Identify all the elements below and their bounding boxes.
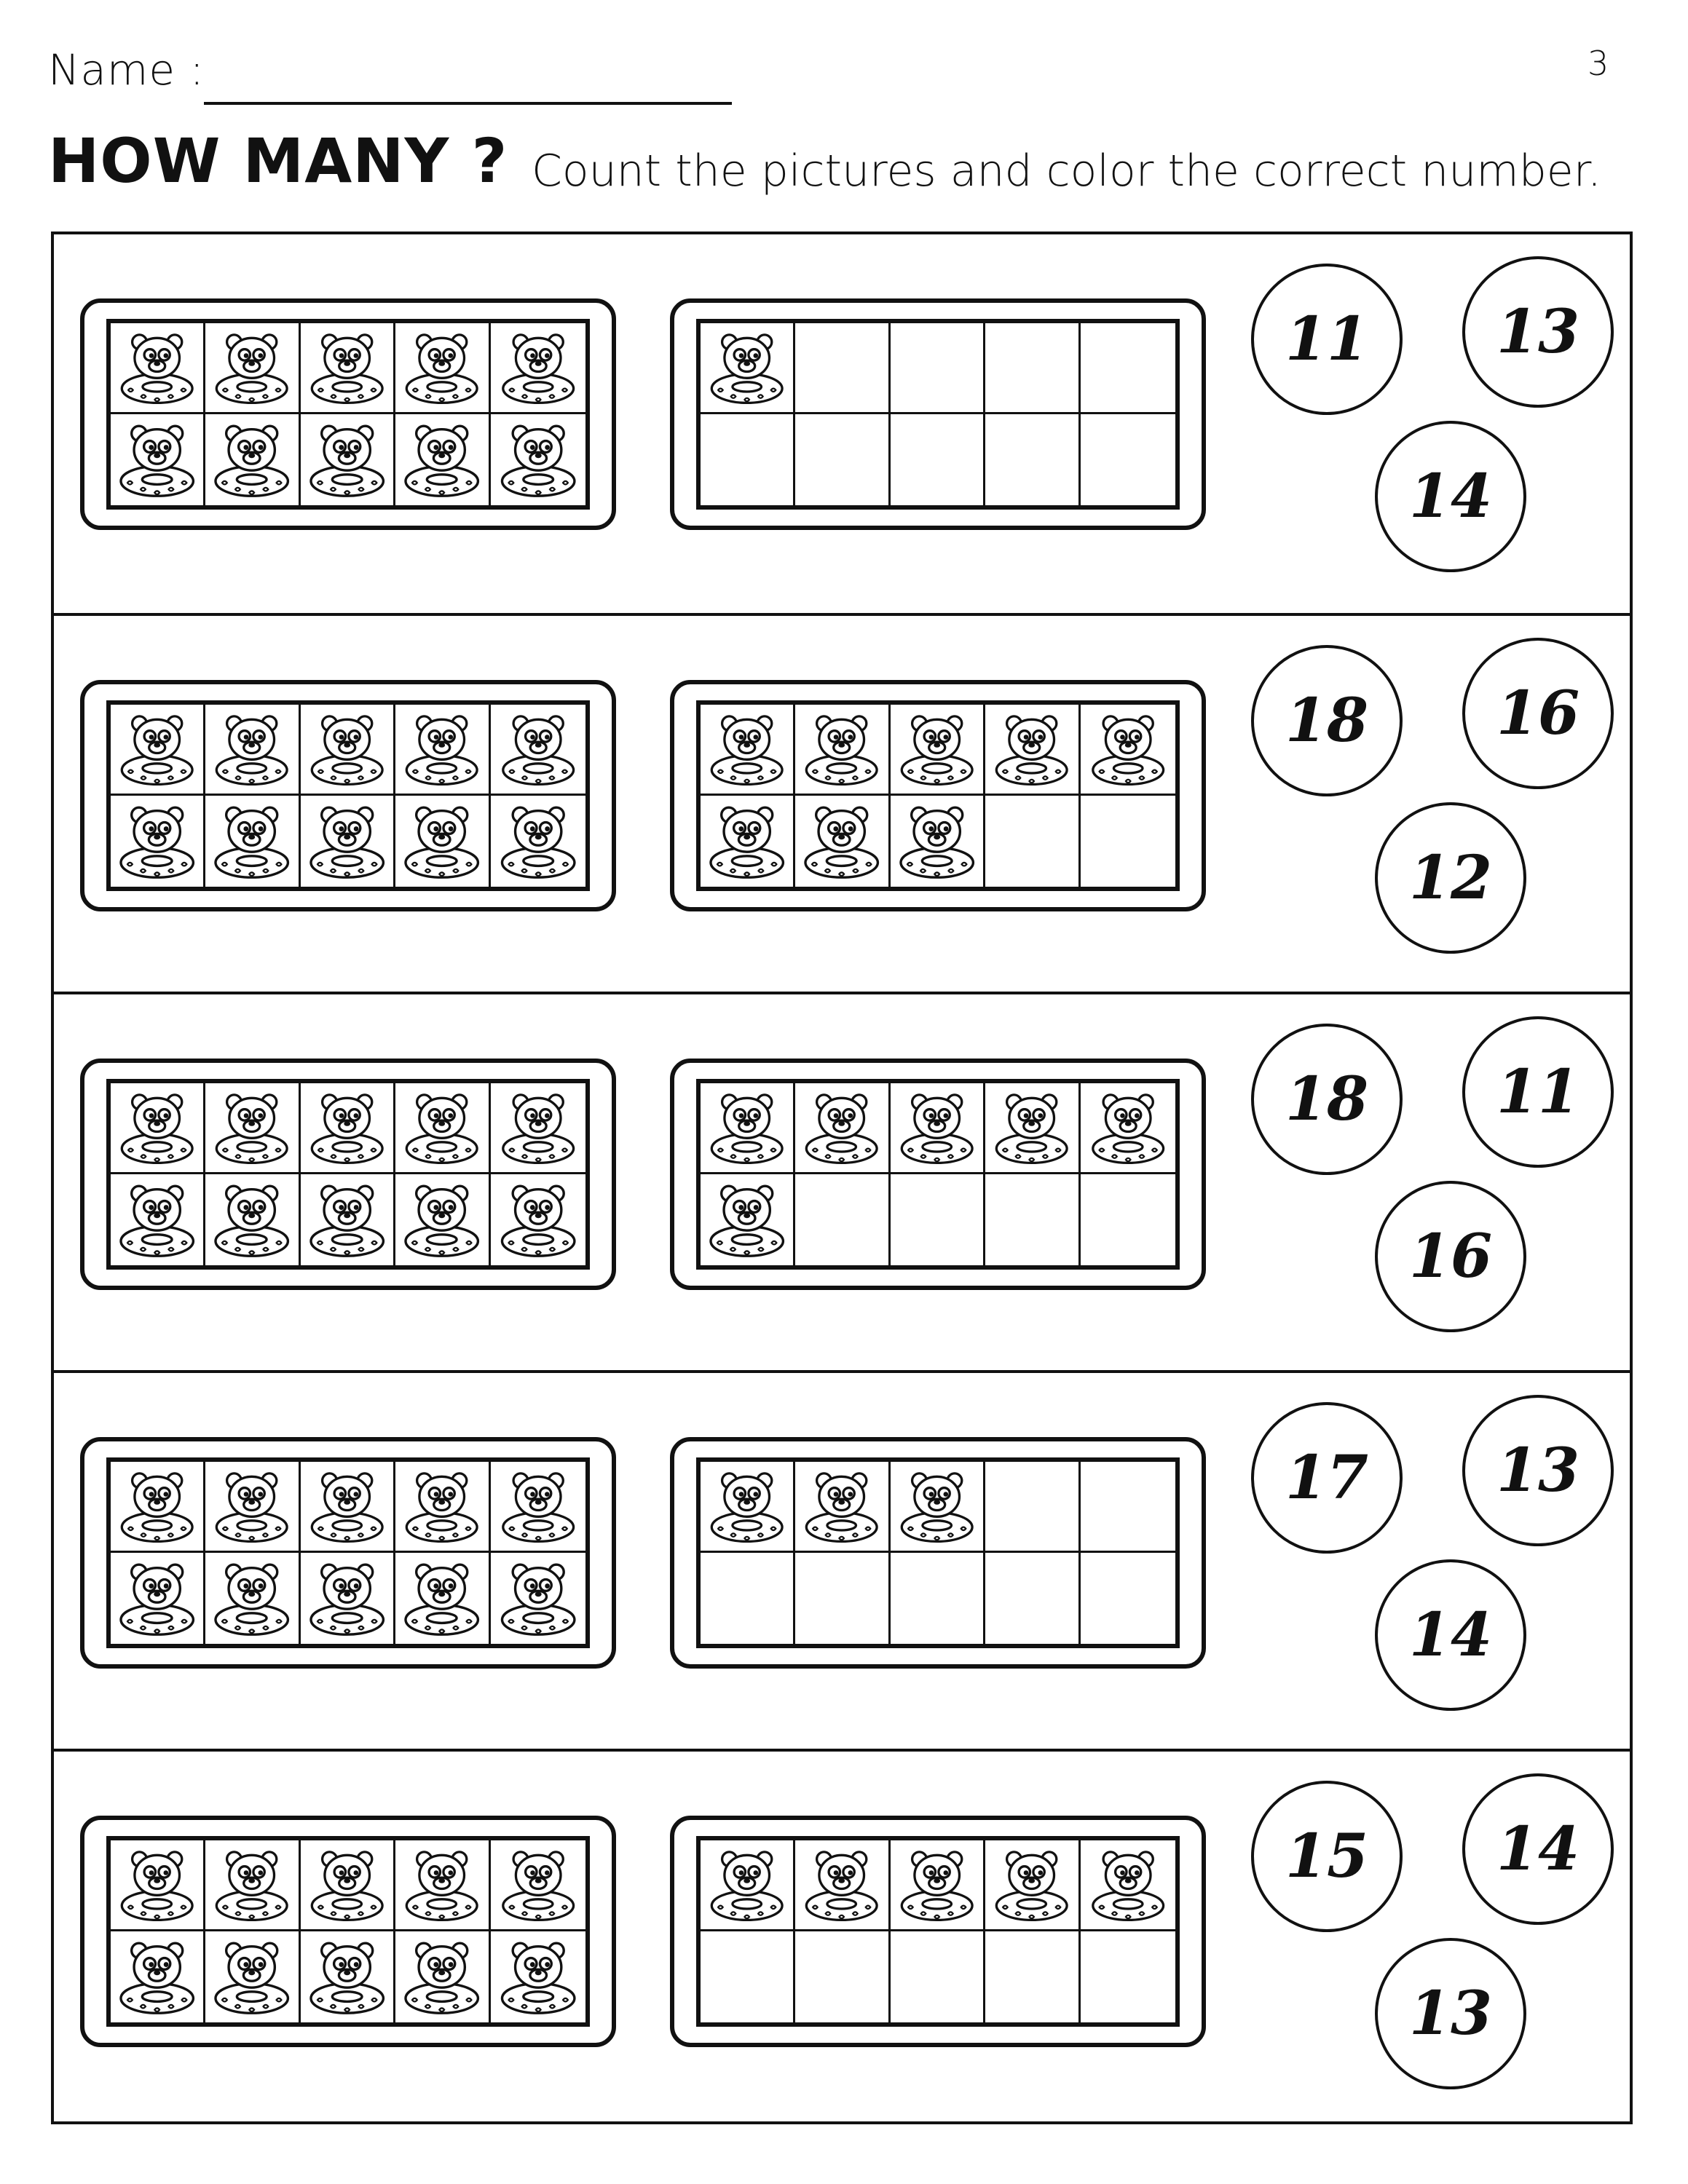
- answer-choice-circle[interactable]: 12: [1375, 802, 1526, 954]
- ten-frame-cell: [205, 1840, 300, 1931]
- ten-frame-partial: [670, 680, 1206, 911]
- ten-frame-cell: [891, 323, 985, 414]
- answer-choice-circle[interactable]: 16: [1375, 1181, 1526, 1332]
- ten-frame-cell: [1081, 796, 1175, 887]
- ten-frame-cell: [301, 323, 395, 414]
- ten-frame-cell: [985, 414, 1080, 505]
- ten-frame-cell: [701, 1083, 795, 1174]
- answer-choice-circle[interactable]: 17: [1251, 1402, 1403, 1554]
- ten-frame-cell: [395, 1462, 490, 1553]
- ten-frame-cell: [111, 1462, 205, 1553]
- ten-frame-partial: [670, 1059, 1206, 1290]
- ten-frame-partial: [670, 1816, 1206, 2047]
- ten-frame-cell: [985, 323, 1080, 414]
- ten-frame-cell: [891, 1083, 985, 1174]
- ten-frame-cell: [111, 1174, 205, 1265]
- ten-frame-partial: [670, 1437, 1206, 1669]
- ten-frame-cell: [491, 1931, 585, 2022]
- ten-frame-cell: [491, 414, 585, 505]
- ten-frame-cell: [491, 323, 585, 414]
- ten-frame-cell: [205, 1462, 300, 1553]
- ten-frame-cell: [395, 1174, 490, 1265]
- ten-frame-cell: [111, 1840, 205, 1931]
- ten-frame-cell: [205, 796, 300, 887]
- ten-frame-cell: [701, 1462, 795, 1553]
- ten-frame-cell: [205, 1553, 300, 1644]
- exercise-row: [54, 1370, 1630, 1749]
- ten-frame-cell: [985, 796, 1080, 887]
- ten-frame-cell: [985, 1174, 1080, 1265]
- answer-choice-circle[interactable]: 15: [1251, 1781, 1403, 1932]
- ten-frame-cell: [491, 1553, 585, 1644]
- exercise-row: [54, 613, 1630, 992]
- ten-frame-cell: [111, 796, 205, 887]
- ten-frame-cell: [985, 1462, 1080, 1553]
- ten-frame-cell: [795, 1083, 890, 1174]
- ten-frame-partial: [670, 298, 1206, 530]
- ten-frame-cell: [795, 1174, 890, 1265]
- ten-frame-cell: [985, 1840, 1080, 1931]
- ten-frame-cell: [701, 414, 795, 505]
- ten-frame-cell: [111, 705, 205, 796]
- ten-frame-cell: [1081, 1553, 1175, 1644]
- ten-frame-cell: [491, 1083, 585, 1174]
- ten-frame-cell: [1081, 1931, 1175, 2022]
- answer-choice-circle[interactable]: 13: [1375, 1938, 1526, 2089]
- ten-frame-cell: [111, 1931, 205, 2022]
- ten-frame-cell: [795, 1931, 890, 2022]
- ten-frame-full: [80, 1059, 616, 1290]
- ten-frame-cell: [301, 1931, 395, 2022]
- ten-frame-cell: [701, 1553, 795, 1644]
- ten-frame-cell: [795, 1553, 890, 1644]
- ten-frame-cell: [301, 705, 395, 796]
- ten-frame-cell: [205, 1931, 300, 2022]
- ten-frame-cell: [205, 705, 300, 796]
- worksheet-title: HOW MANY ?: [48, 125, 508, 197]
- ten-frame-cell: [701, 1840, 795, 1931]
- ten-frame-cell: [111, 323, 205, 414]
- ten-frame-cell: [891, 1174, 985, 1265]
- ten-frame-cell: [111, 1553, 205, 1644]
- ten-frame-cell: [701, 1174, 795, 1265]
- answer-choice-circle[interactable]: 14: [1375, 1559, 1526, 1711]
- ten-frame-cell: [795, 796, 890, 887]
- ten-frame-cell: [891, 1840, 985, 1931]
- ten-frame-cell: [395, 705, 490, 796]
- ten-frame-cell: [395, 323, 490, 414]
- ten-frame-cell: [301, 1462, 395, 1553]
- ten-frame-cell: [1081, 323, 1175, 414]
- ten-frame-cell: [891, 705, 985, 796]
- ten-frame-cell: [395, 414, 490, 505]
- ten-frame-cell: [301, 1553, 395, 1644]
- ten-frame-cell: [795, 414, 890, 505]
- answer-choice-circle[interactable]: 16: [1462, 638, 1614, 789]
- ten-frame-full: [80, 1816, 616, 2047]
- exercise-row: [54, 234, 1630, 613]
- answer-choice-circle[interactable]: 11: [1462, 1016, 1614, 1168]
- answer-choice-circle[interactable]: 14: [1375, 421, 1526, 572]
- ten-frame-cell: [205, 323, 300, 414]
- ten-frame-cell: [1081, 1083, 1175, 1174]
- worksheet-sheet: [51, 232, 1633, 2124]
- ten-frame-cell: [795, 705, 890, 796]
- ten-frame-cell: [795, 323, 890, 414]
- ten-frame-cell: [1081, 705, 1175, 796]
- ten-frame-cell: [205, 1174, 300, 1265]
- name-label: Name :: [48, 45, 205, 95]
- ten-frame-cell: [891, 1931, 985, 2022]
- answer-choice-circle[interactable]: 13: [1462, 1395, 1614, 1546]
- ten-frame-cell: [301, 1840, 395, 1931]
- ten-frame-cell: [111, 414, 205, 505]
- ten-frame-cell: [795, 1462, 890, 1553]
- ten-frame-cell: [395, 1083, 490, 1174]
- ten-frame-cell: [491, 796, 585, 887]
- ten-frame-cell: [491, 1462, 585, 1553]
- answer-choice-circle[interactable]: 13: [1462, 256, 1614, 408]
- ten-frame-cell: [985, 1083, 1080, 1174]
- ten-frame-cell: [301, 1174, 395, 1265]
- ten-frame-cell: [701, 323, 795, 414]
- ten-frame-cell: [1081, 1462, 1175, 1553]
- ten-frame-cell: [111, 1083, 205, 1174]
- answer-choice-circle[interactable]: 18: [1251, 645, 1403, 796]
- ten-frame-cell: [1081, 1174, 1175, 1265]
- ten-frame-cell: [301, 796, 395, 887]
- ten-frame-cell: [491, 1840, 585, 1931]
- worksheet-instruction: Count the pictures and color the correct number.: [532, 146, 1601, 197]
- ten-frame-cell: [1081, 414, 1175, 505]
- ten-frame-cell: [301, 414, 395, 505]
- ten-frame-cell: [701, 1931, 795, 2022]
- exercise-row: [54, 992, 1630, 1370]
- ten-frame-cell: [301, 1083, 395, 1174]
- ten-frame-full: [80, 1437, 616, 1669]
- name-input-line[interactable]: [204, 102, 732, 105]
- ten-frame-cell: [891, 414, 985, 505]
- ten-frame-full: [80, 298, 616, 530]
- page-number: 3: [1588, 44, 1609, 83]
- ten-frame-cell: [891, 1462, 985, 1553]
- ten-frame-cell: [891, 796, 985, 887]
- ten-frame-cell: [985, 705, 1080, 796]
- ten-frame-full: [80, 680, 616, 911]
- ten-frame-cell: [205, 414, 300, 505]
- ten-frame-cell: [491, 705, 585, 796]
- ten-frame-cell: [395, 1553, 490, 1644]
- ten-frame-cell: [795, 1840, 890, 1931]
- answer-choice-circle[interactable]: 14: [1462, 1773, 1614, 1925]
- ten-frame-cell: [701, 796, 795, 887]
- exercise-row: [54, 1749, 1630, 2127]
- ten-frame-cell: [491, 1174, 585, 1265]
- ten-frame-cell: [395, 796, 490, 887]
- ten-frame-cell: [985, 1931, 1080, 2022]
- ten-frame-cell: [395, 1840, 490, 1931]
- ten-frame-cell: [205, 1083, 300, 1174]
- answer-choice-circle[interactable]: 18: [1251, 1024, 1403, 1175]
- ten-frame-cell: [891, 1553, 985, 1644]
- ten-frame-cell: [985, 1553, 1080, 1644]
- ten-frame-cell: [701, 705, 795, 796]
- answer-choice-circle[interactable]: 11: [1251, 264, 1403, 415]
- ten-frame-cell: [395, 1931, 490, 2022]
- ten-frame-cell: [1081, 1840, 1175, 1931]
